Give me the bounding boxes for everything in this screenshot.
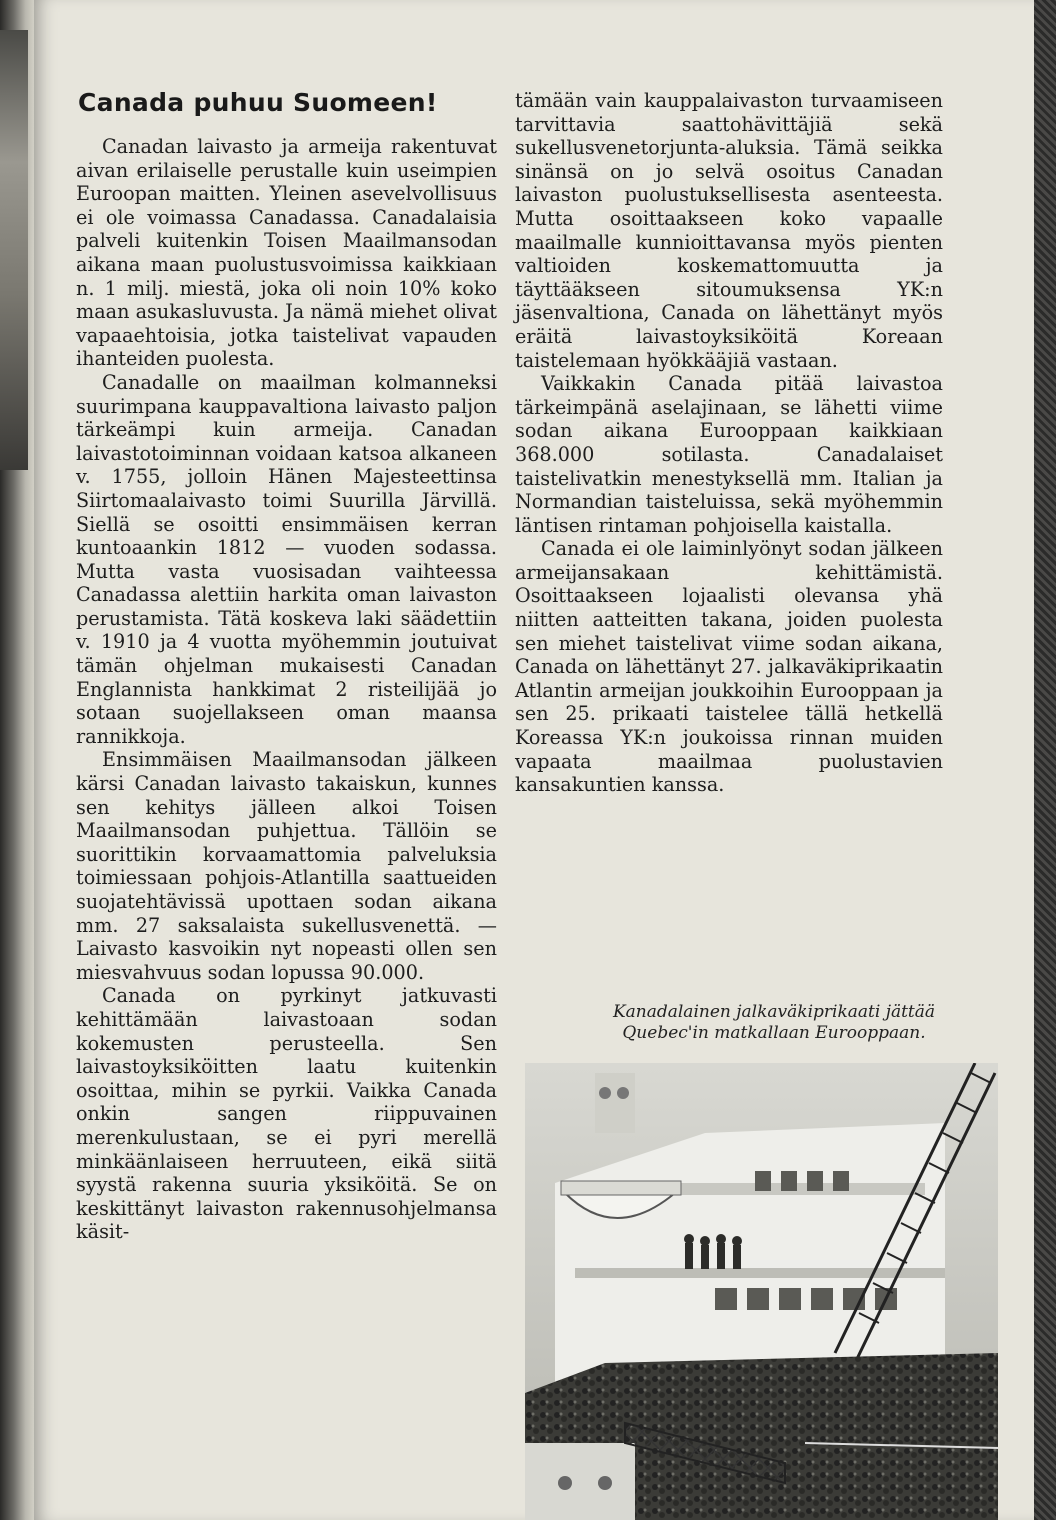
paragraph: Canada on pyrkinyt jatkuvasti kehittämään laivastoaan sodan kokemusten perusteella. Sen laivastoyksiköitten laatu kuitenkin osoittaa, mihin se pyrkii. Vaikka Canada onkin sangen riippuvainen merenkulustaan, se ei pyri merellä minkäänlaiseen herruuteen, eikä siitä syystä rakenna suuria yksiköitä. Se on keskittänyt laivaston rakennusohjelmansa käsit- bbox=[76, 984, 497, 1244]
left-page-edge bbox=[0, 0, 34, 1520]
article-title: Canada puhuu Suomeen! bbox=[78, 88, 438, 117]
ship-departure-photo bbox=[525, 1063, 998, 1520]
right-text-column bbox=[515, 89, 943, 797]
photo-caption bbox=[594, 1002, 954, 1044]
paragraph: Canadan laivasto ja armeija rakentuvat aivan erilaiselle perustalle kuin useimpien Euroopan maitten. Yleinen asevelvollisuus ei ole voimassa Canadassa. Canadalaisia palveli kuitenkin Toisen Maailmansodan aikana maan puolustusvoimissa kaikkiaan n. 1 milj. miestä, joka oli noin 10% koko maan asukasluvusta. Ja nämä miehet olivat vapaaehtoisia, jotka taistelivat vapauden ihanteiden puolesta. bbox=[76, 135, 497, 371]
paragraph: Canadalle on maailman kolmanneksi suurimpana kauppavaltiona laivasto paljon tärkeämpi kuin armeija. Canadan laivastotoiminnan voidaan katsoa alkaneen v. 1755, jolloin Hänen Majesteettinsa Siirtomaalaivasto toimi Suurilla Järvillä. Siellä se osoitti ensimmäisen kerran kuntoaankin 1812 — vuoden sodassa. Mutta vasta vuosisadan vaihteessa Canadassa alettiin harkita oman laivaston perustamista. Tätä koskeva laki säädettiin v. 1910 ja 4 vuotta myöhemmin joutuivat tämän ohjelman mukaisesti Canadan Englannista hankkimat 2 risteilijää jo sotaan suojellakseen oman maansa rannikkoja. bbox=[76, 370, 497, 748]
ship-photo-illustration bbox=[525, 1063, 998, 1520]
magazine-page bbox=[34, 0, 1034, 1520]
caption-line: Kanadalainen jalkaväkiprikaati jättää bbox=[612, 1002, 936, 1022]
right-background-edge bbox=[1034, 0, 1056, 1520]
paragraph-continuation: tämään vain kauppalaivaston turvaamiseen tarvittavia saattohävittäjiä sekä sukellusvenetorjunta-aluksia. Tämä seikka sinänsä on jo selvä osoitus Canadan laivaston puolustuksellisesta asenteesta. Mutta osoittaakseen koko vapaalle maailmalle kunnioittavansa myös pienten valtioiden koskemattomuutta ja täyttääkseen sitoumuksensa YK:n jäsenvaltiona, Canada on lähettänyt myös eräitä laivastoyksiköitä Koreaan taistelemaan hyökkääjiä vastaan. bbox=[515, 89, 943, 372]
adjacent-page-photo-strip bbox=[0, 30, 28, 470]
left-text-column bbox=[76, 135, 497, 1244]
caption-line: Quebec'in matkallaan Eurooppaan. bbox=[622, 1023, 926, 1043]
paragraph: Canada ei ole laiminlyönyt sodan jälkeen armeijansakaan kehittämistä. Osoittaakseen lojaalisti olevansa yhä niitten aatteitten takana, joiden puolesta sen miehet taistelivat viime sodan aikana, Canada on lähettänyt 27. jalkaväkiprikaatin Atlantin armeijan joukkoihin Eurooppaan ja sen 25. prikaati taistelee tällä hetkellä Koreassa YK:n joukoissa rinnan muiden vapaata maailmaa puolustavien kansakuntien kanssa. bbox=[515, 537, 943, 797]
paragraph: Vaikkakin Canada pitää laivastoa tärkeimpänä aselajinaan, se lähetti viime sodan aikana Eurooppaan kaikkiaan 368.000 sotilasta. Canadalaiset taistelivatkin menestyksellä mm. Italian ja Normandian taisteluissa, sekä myöhemmin läntisen rintaman pohjoisella kaistalla. bbox=[515, 372, 943, 537]
paragraph: Ensimmäisen Maailmansodan jälkeen kärsi Canadan laivasto takaiskun, kunnes sen kehitys jälleen alkoi Toisen Maailmansodan puhjettua. Tällöin se suorittikin korvaamattomia palveluksia toimiessaan pohjois-Atlantilla saattueiden suojatehtävissä upottaen sodan aikana mm. 27 saksalaista sukellusvenettä. — Laivasto kasvoikin nyt nopeasti ollen sen miesvahvuus sodan lopussa 90.000. bbox=[76, 748, 497, 984]
